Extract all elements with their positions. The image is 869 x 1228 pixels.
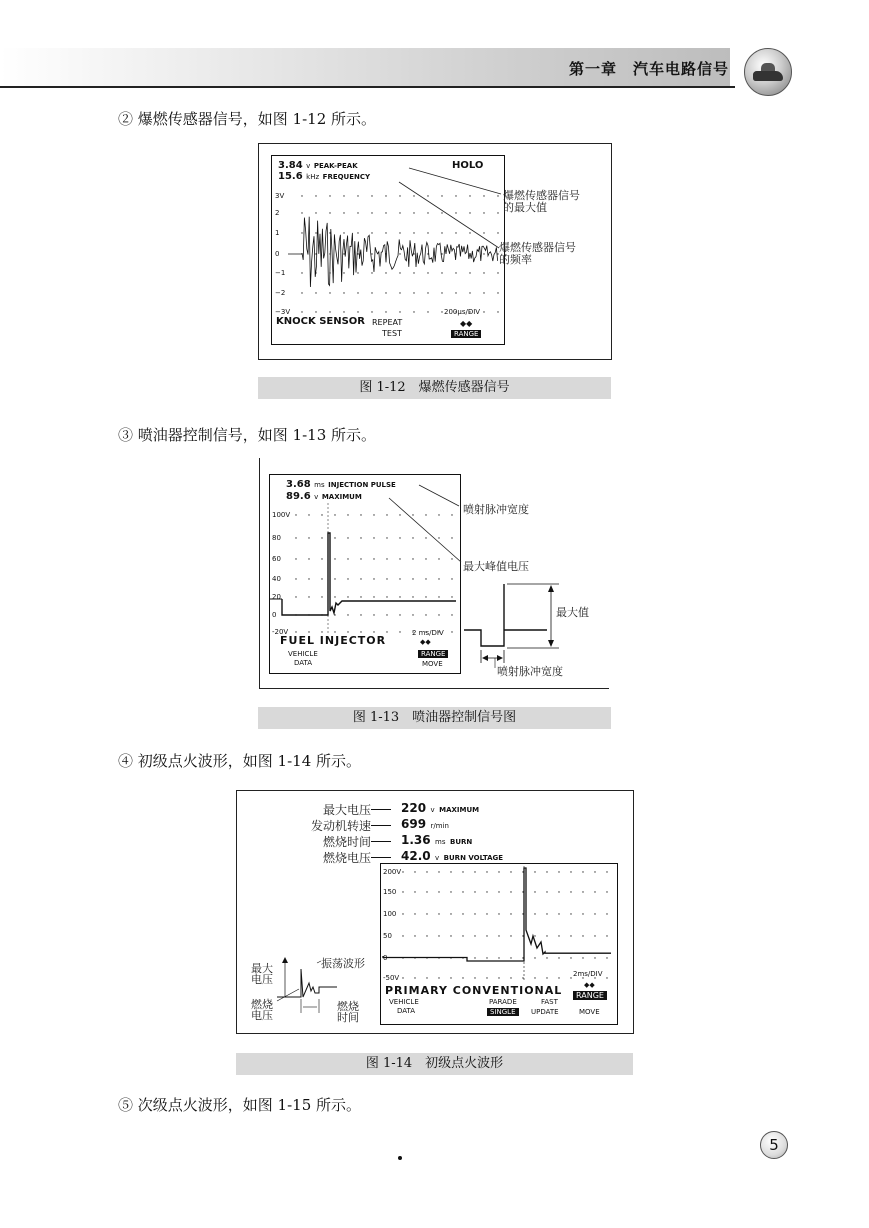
figure-1-13 xyxy=(259,458,611,690)
sketch-label-osc: 振荡波形 xyxy=(321,957,365,970)
range-button[interactable]: RANGE xyxy=(418,650,448,658)
data-button[interactable]: DATA xyxy=(294,659,313,667)
caption-1-14: 图 1-14 初级点火波形 xyxy=(236,1053,633,1075)
mode-label: HOLO xyxy=(452,160,484,171)
y-tick-label: 2 xyxy=(275,209,280,217)
range-button[interactable]: RANGE xyxy=(451,330,481,338)
y-tick-label: 150 xyxy=(383,888,397,896)
y-tick-label: 0 xyxy=(275,250,280,258)
y-tick-label: −3V xyxy=(275,308,291,316)
figure-1-14 xyxy=(236,790,634,1034)
footer-dot xyxy=(398,1156,402,1160)
scope-title: FUEL INJECTOR xyxy=(280,634,387,647)
y-tick-label: 3V xyxy=(275,192,285,200)
annotation-pulse: 喷射脉冲宽度 xyxy=(463,503,529,516)
y-tick-label: 0 xyxy=(272,611,277,619)
sketch-label-burn-t: 燃烧 时间 xyxy=(337,1000,359,1024)
y-tick-label: 100 xyxy=(383,910,397,918)
y-tick-label: 100V xyxy=(272,511,291,519)
move-button[interactable]: MOVE xyxy=(579,1008,600,1016)
y-tick-label: 200V xyxy=(383,868,402,876)
readout-label: 发动机转速 xyxy=(310,819,371,833)
paragraph-primary: ④ 初级点火波形，如图 1-14 所示。 xyxy=(118,752,362,770)
primary-sketch xyxy=(237,791,633,1033)
y-tick-label: 60 xyxy=(272,555,281,563)
annotation-frequency: 爆燃传感器信号 的频率 xyxy=(499,241,576,266)
timebase-label: 2 ms/DIV xyxy=(412,629,444,637)
y-tick-label: -50V xyxy=(383,974,400,982)
annotation-sketch xyxy=(259,458,611,690)
knock-scope-screen: 3.84 v PEAK-PEAK 15.6 kHz FREQUENCY HOLO 3V 2 1 0 −1 −2 −3V KNOCK SENSOR REPEAT TEST 200µs/DIV ◆◆ RANGE xyxy=(271,155,505,345)
annotation-leaders xyxy=(259,144,611,359)
y-tick-label: −2 xyxy=(275,289,286,297)
caption-1-12: 图 1-12 爆燃传感器信号 xyxy=(258,377,611,399)
single-button[interactable]: SINGLE xyxy=(487,1008,519,1016)
injector-scope-screen: 3.68 ms INJECTION PULSE 89.6 v MAXIMUM 100V 80 60 40 20 0 -20V FUEL INJECTOR 2 ms/DIV ◆◆ VEHICLE DATA RANGE MOVE xyxy=(269,474,461,674)
readout-value: 220 v MAXIMUM xyxy=(401,801,480,815)
y-tick-label: 0 xyxy=(383,954,388,962)
arrows-icon: ◆◆ xyxy=(584,981,595,989)
move-button[interactable]: MOVE xyxy=(422,660,443,668)
sketch-label-max: 最大 电压 xyxy=(251,962,273,986)
readout-label: 最大电压 xyxy=(322,803,371,817)
arrows-icon: ◆◆ xyxy=(420,638,431,646)
y-tick-label: 80 xyxy=(272,534,281,542)
chapter-title: 第一章 汽车电路信号 xyxy=(568,60,729,78)
data-button[interactable]: DATA xyxy=(397,1007,416,1015)
paragraph-injector: ③ 喷油器控制信号，如图 1-13 所示。 xyxy=(118,426,377,444)
figure-1-12 xyxy=(258,143,612,360)
timebase-label: 2ms/DIV xyxy=(573,970,603,978)
y-tick-label: -20V xyxy=(272,628,289,636)
readout-value: 699 r/min xyxy=(401,817,454,831)
range-button[interactable]: RANGE xyxy=(573,991,607,1000)
annotation-max: 最大值 xyxy=(556,606,589,619)
fast-button[interactable]: FAST xyxy=(541,998,558,1006)
y-tick-label: 1 xyxy=(275,229,280,237)
vehicle-button[interactable]: VEHICLE xyxy=(288,650,318,658)
header-rule xyxy=(0,86,735,88)
caption-1-13: 图 1-13 喷油器控制信号图 xyxy=(258,707,611,729)
chapter-logo-icon xyxy=(744,48,792,96)
readout-value: 42.0 v BURN VOLTAGE xyxy=(401,849,504,863)
update-button[interactable]: UPDATE xyxy=(531,1008,559,1016)
readout-label: 燃烧电压 xyxy=(322,851,371,865)
y-tick-label: 20 xyxy=(272,593,281,601)
parade-button[interactable]: PARADE xyxy=(489,998,517,1006)
readout-value: 1.36 ms BURN xyxy=(401,833,473,847)
test-button[interactable]: TEST xyxy=(382,329,402,338)
arrows-icon: ◆◆ xyxy=(460,319,473,328)
timebase-label: 200µs/DIV xyxy=(444,308,481,316)
paragraph-secondary: ⑤ 次级点火波形，如图 1-15 所示。 xyxy=(118,1096,362,1114)
page-number: 5 xyxy=(760,1131,788,1159)
annotation-max: 爆燃传感器信号 的最大值 xyxy=(503,189,580,214)
annotation-peak: 最大峰值电压 xyxy=(463,560,529,573)
readout-label: 燃烧时间 xyxy=(322,835,371,849)
vehicle-button[interactable]: VEHICLE xyxy=(389,998,419,1006)
scope-title: PRIMARY CONVENTIONAL xyxy=(385,984,563,997)
annotation-pulse-width: 喷射脉冲宽度 xyxy=(497,665,563,678)
repeat-button[interactable]: REPEAT xyxy=(372,318,403,327)
y-tick-label: 50 xyxy=(383,932,392,940)
scope-title: KNOCK SENSOR xyxy=(276,316,365,327)
sketch-label-burn-v: 燃烧 电压 xyxy=(251,998,273,1022)
y-tick-label: −1 xyxy=(275,269,286,277)
paragraph-knock: ② 爆燃传感器信号，如图 1-12 所示。 xyxy=(118,110,377,128)
y-tick-label: 40 xyxy=(272,575,281,583)
